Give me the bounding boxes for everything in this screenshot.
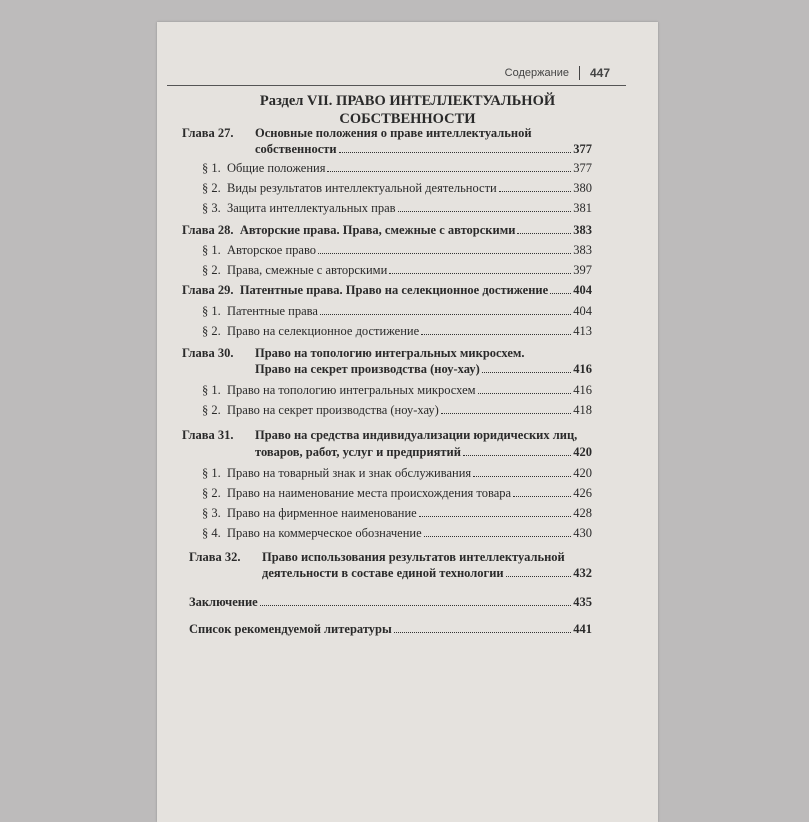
chapter-31-page: 420	[573, 445, 592, 459]
item-27-2-page: 380	[573, 181, 592, 195]
toc-entry-31-2[interactable]	[202, 485, 592, 501]
bibliography-page: 441	[573, 622, 592, 636]
chapter-31-label: Глава 31.	[182, 428, 234, 442]
chapter-31-title-line2: товаров, работ, услуг и предприятий	[255, 445, 461, 459]
chapter-27-title-line1: Основные положения о праве интеллектуальной	[255, 126, 532, 140]
item-31-4-page: 430	[573, 526, 592, 540]
header-rule	[167, 85, 626, 86]
toc-entry-31-4[interactable]	[202, 525, 592, 541]
dot-leader	[482, 372, 572, 373]
dot-leader	[339, 152, 572, 153]
item-31-1-label: § 1.	[202, 466, 221, 480]
dot-leader	[318, 253, 571, 254]
page-number: 447	[589, 66, 610, 80]
item-29-1-page: 404	[573, 304, 592, 318]
item-30-1-page: 416	[573, 383, 592, 397]
item-29-2-page: 413	[573, 324, 592, 338]
item-29-1-label: § 1.	[202, 304, 221, 318]
item-31-3-page: 428	[573, 506, 592, 520]
toc-entry-27-2[interactable]	[202, 180, 592, 196]
running-header	[505, 66, 610, 80]
toc-entry-conclusion[interactable]	[189, 594, 592, 610]
bibliography-title: Список рекомендуемой литературы	[189, 622, 392, 636]
toc-entry-28-2[interactable]	[202, 262, 592, 278]
chapter-30-title-line1: Право на топологию интегральных микросхем.	[255, 346, 525, 360]
toc-entry-31-1[interactable]	[202, 465, 592, 481]
item-29-2-title: Право на селекционное достижение	[227, 324, 420, 338]
dot-leader	[394, 632, 571, 633]
chapter-30-title-line2: Право на секрет производства (ноу-хау)	[255, 362, 480, 376]
dot-leader	[463, 455, 571, 456]
toc-entry-chapter-28[interactable]	[182, 222, 592, 238]
item-30-1-title: Право на топологию интегральных микросхем	[227, 383, 476, 397]
chapter-29-page: 404	[573, 283, 592, 297]
item-28-2-title: Права, смежные с авторскими	[227, 263, 388, 277]
dot-leader	[320, 314, 571, 315]
dot-leader	[389, 273, 571, 274]
chapter-28-page: 383	[573, 223, 592, 237]
item-31-3-label: § 3.	[202, 506, 221, 520]
item-31-1-title: Право на товарный знак и знак обслуживания	[227, 466, 472, 480]
item-28-1-page: 383	[573, 243, 592, 257]
item-27-2-label: § 2.	[202, 181, 221, 195]
item-27-3-title: Защита интеллектуальных прав	[227, 201, 396, 215]
toc-entry-chapter-31[interactable]	[255, 444, 592, 460]
toc-entry-chapter-32[interactable]	[262, 565, 592, 581]
item-30-2-title: Право на секрет производства (ноу-хау)	[227, 403, 439, 417]
chapter-30-page: 416	[573, 362, 592, 376]
toc-entry-27-1[interactable]	[202, 160, 592, 176]
toc-entry-29-2[interactable]	[202, 323, 592, 339]
chapter-27-title-line2: собственности	[255, 142, 337, 156]
chapter-28-title: Авторские права. Права, смежные с авторскими	[239, 223, 516, 237]
chapter-28-label: Глава 28.	[182, 223, 234, 237]
toc-entry-30-1[interactable]	[202, 382, 592, 398]
conclusion-page: 435	[573, 595, 592, 609]
section-title-line2: СОБСТВЕННОСТИ	[339, 111, 476, 127]
item-27-3-page: 381	[573, 201, 592, 215]
dot-leader	[473, 476, 571, 477]
item-27-1-page: 377	[573, 161, 592, 175]
item-28-2-label: § 2.	[202, 263, 221, 277]
dot-leader	[260, 605, 572, 606]
toc-entry-chapter-29[interactable]	[182, 282, 592, 298]
chapter-32-title-line1: Право использования результатов интеллектуальной	[262, 550, 565, 564]
item-28-2-page: 397	[573, 263, 592, 277]
chapter-27-label: Глава 27.	[182, 126, 234, 140]
toc-entry-31-3[interactable]	[202, 505, 592, 521]
chapter-32-label: Глава 32.	[189, 550, 241, 564]
chapter-30-label: Глава 30.	[182, 346, 234, 360]
item-28-1-label: § 1.	[202, 243, 221, 257]
dot-leader	[550, 293, 571, 294]
item-31-1-page: 420	[573, 466, 592, 480]
chapter-32-page: 432	[573, 566, 592, 580]
item-31-3-title: Право на фирменное наименование	[227, 506, 417, 520]
toc-entry-29-1[interactable]	[202, 303, 592, 319]
item-27-3-label: § 3.	[202, 201, 221, 215]
item-27-1-label: § 1.	[202, 161, 221, 175]
toc-entry-bibliography[interactable]	[189, 621, 592, 637]
dot-leader	[517, 233, 571, 234]
item-31-4-label: § 4.	[202, 526, 221, 540]
chapter-29-title: Патентные права. Право на селекционное достижение	[239, 283, 549, 297]
item-27-2-title: Виды результатов интеллектуальной деятельности	[227, 181, 497, 195]
item-30-2-page: 418	[573, 403, 592, 417]
section-title	[157, 92, 658, 128]
item-31-2-page: 426	[573, 486, 592, 500]
chapter-27-page: 377	[573, 142, 592, 156]
section-title-line1: Раздел VII. ПРАВО ИНТЕЛЛЕКТУАЛЬНОЙ	[259, 93, 556, 109]
item-31-2-label: § 2.	[202, 486, 221, 500]
toc-entry-chapter-27[interactable]	[255, 141, 592, 157]
dot-leader	[478, 393, 572, 394]
book-page	[157, 22, 658, 822]
running-header-section: Содержание	[504, 67, 569, 79]
item-30-1-label: § 1.	[202, 383, 221, 397]
item-31-4-title: Право на коммерческое обозначение	[227, 526, 422, 540]
conclusion-title: Заключение	[189, 595, 258, 609]
dot-leader	[419, 516, 572, 517]
dot-leader	[421, 334, 571, 335]
item-27-1-title: Общие положения	[227, 161, 326, 175]
item-31-2-title: Право на наименование места происхождения товара	[227, 486, 512, 500]
item-29-1-title: Патентные права	[227, 304, 318, 318]
toc-entry-28-1[interactable]	[202, 242, 592, 258]
dot-leader	[441, 413, 571, 414]
dot-leader	[513, 496, 571, 497]
dot-leader	[499, 191, 572, 192]
item-30-2-label: § 2.	[202, 403, 221, 417]
dot-leader	[506, 576, 572, 577]
running-header-separator	[579, 66, 580, 80]
toc-entry-chapter-30[interactable]	[255, 361, 592, 377]
chapter-31-title-line1: Право на средства индивидуализации юридических лиц,	[255, 428, 578, 442]
dot-leader	[398, 211, 572, 212]
toc-entry-30-2[interactable]	[202, 402, 592, 418]
item-28-1-title: Авторское право	[227, 243, 317, 257]
item-29-2-label: § 2.	[202, 324, 221, 338]
chapter-32-title-line2: деятельности в составе единой технологии	[262, 566, 504, 580]
chapter-29-label: Глава 29.	[182, 283, 234, 297]
dot-leader	[327, 171, 571, 172]
toc-entry-27-3[interactable]	[202, 200, 592, 216]
dot-leader	[424, 536, 572, 537]
